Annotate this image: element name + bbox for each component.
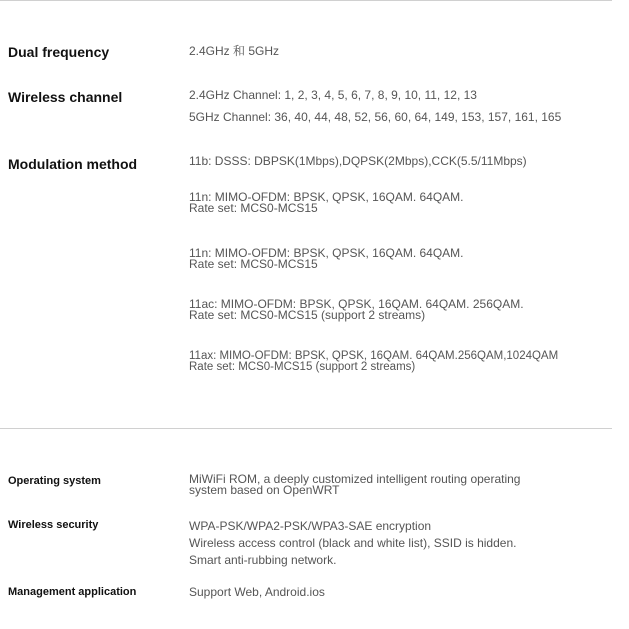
spec-value-line: 5GHz Channel: 36, 40, 44, 48, 52, 56, 60, 64, 149, 153, 157, 161, 165	[189, 110, 562, 124]
spec-value-line: Wireless access control (black and white list), SSID is hidden.	[189, 536, 517, 550]
spec-value-line: 11n: MIMO-OFDM: BPSK, QPSK, 16QAM. 64QAM.	[189, 246, 464, 260]
spec-value-dual-frequency	[189, 45, 279, 57]
spec-label-management-application: Management application	[8, 586, 137, 598]
modulation-entry-11n-a	[189, 192, 464, 214]
spec-value-management-application	[189, 586, 325, 598]
spec-value-line: WPA-PSK/WPA2-PSK/WPA3-SAE encryption	[189, 519, 432, 533]
spec-label-operating-system: Operating system	[8, 475, 101, 487]
spec-value-wireless-channel-24	[189, 89, 477, 101]
spec-value-wireless-channel-5	[189, 111, 561, 123]
spec-value-line: Rate set: MCS0-MCS15	[189, 201, 318, 215]
spec-label-dual-frequency: Dual frequency	[8, 44, 110, 60]
spec-value-line: Rate set: MCS0-MCS15 (support 2 streams)	[189, 361, 416, 373]
spec-label-wireless-channel: Wireless channel	[8, 89, 123, 105]
spec-value-wireless-security	[189, 519, 516, 567]
spec-value-line: Smart anti-rubbing network.	[189, 553, 337, 567]
spec-label-wireless-security: Wireless security	[8, 519, 99, 531]
spec-value-line: Rate set: MCS0-MCS15 (support 2 streams)	[189, 308, 426, 322]
modulation-entry-11ax	[189, 351, 558, 373]
spec-value-line: 2.4GHz 和 5GHz	[189, 44, 280, 58]
spec-value-line: system based on OpenWRT	[189, 483, 340, 497]
spec-value-line: 2.4GHz Channel: 1, 2, 3, 4, 5, 6, 7, 8, 9, 10, 11, 12, 13	[189, 88, 477, 102]
spec-value-operating-system	[189, 474, 520, 496]
modulation-entry-11b	[189, 155, 527, 167]
section-divider	[0, 428, 612, 429]
spec-value-line: Rate set: MCS0-MCS15	[189, 257, 318, 271]
modulation-entry-11n-b	[189, 248, 464, 270]
spec-value-line: 11b: DSSS: DBPSK(1Mbps),DQPSK(2Mbps),CCK(5.5/11Mbps)	[189, 154, 527, 168]
modulation-entry-11ac	[189, 299, 524, 321]
spec-value-line: 11ax: MIMO-OFDM: BPSK, QPSK, 16QAM. 64QAM.256QAM,1024QAM	[189, 350, 559, 362]
spec-value-line: MiWiFi ROM, a deeply customized intelligent routing operating	[189, 472, 521, 486]
spec-value-line: Support Web, Android.ios	[189, 585, 325, 599]
spec-label-modulation-method: Modulation method	[8, 156, 138, 172]
spec-value-line: 11ac: MIMO-OFDM: BPSK, QPSK, 16QAM. 64QAM. 256QAM.	[189, 297, 524, 311]
top-divider	[0, 0, 612, 1]
spec-value-line: 11n: MIMO-OFDM: BPSK, QPSK, 16QAM. 64QAM.	[189, 190, 464, 204]
